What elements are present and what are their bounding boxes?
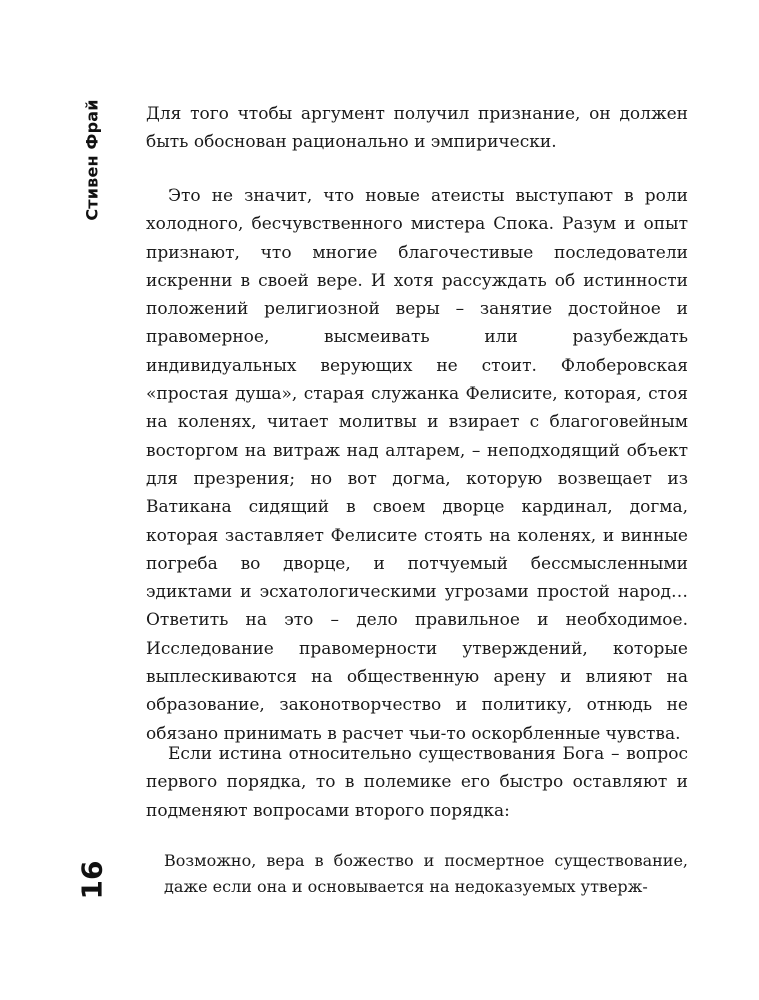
paragraph-text: Это не значит, что новые атеисты выступают в роли холодного, бесчувственного мистера Спока. Разум и опыт признают, что многие благочестивые последователи искренни в своей вере. И хотя рассуждать об истинности положений религиозной веры – занятие достойное и правомерное, высмеивать или разубеждать индивидуальных верующих не стоит. Флоберовская «простая душа», старая служанка Фелисите, которая, стоя на коленях, читает молитвы и взирает с благоговейным восторгом на витраж над алтарем, – неподходящий объект для презрения; но вот догма, которую возвещает из Ватикана сидящий в своем дворце кардинал, догма, которая заставляет Фелисите стоять на коленях, и винные погреба во дворце, и потчуемый бессмысленными эдиктами и эсхатологическими угрозами простой народ… Ответить на это – дело правильное и необходимое. Исследование правомерности утверждений, которые выплескиваются на общественную арену и влияют на образование, законотворчество и политику, отнюдь не обязано принимать в расчет чьи-то оскорбленные чувства.	[146, 186, 688, 744]
paragraph-2	[146, 182, 688, 748]
paragraph-text: Для того чтобы аргумент получил признание, он должен быть обоснован рационально и эмпирически.	[146, 104, 688, 153]
author-name: Стивен Фрай	[82, 99, 102, 221]
paragraph-1	[146, 100, 688, 157]
paragraph-3	[146, 740, 688, 825]
block-quote	[164, 848, 688, 900]
page-number-label: 16	[75, 860, 109, 899]
paragraph-text: Если истина относительно существования Бога – вопрос первого порядка, то в полемике его быстро оставляют и подменяют вопросами второго порядка:	[146, 744, 688, 821]
page-number	[75, 852, 109, 907]
quote-text: Возможно, вера в божество и посмертное существование, даже если она и основывается на недоказуемых утверж-	[164, 851, 688, 896]
running-head-author	[78, 100, 106, 220]
